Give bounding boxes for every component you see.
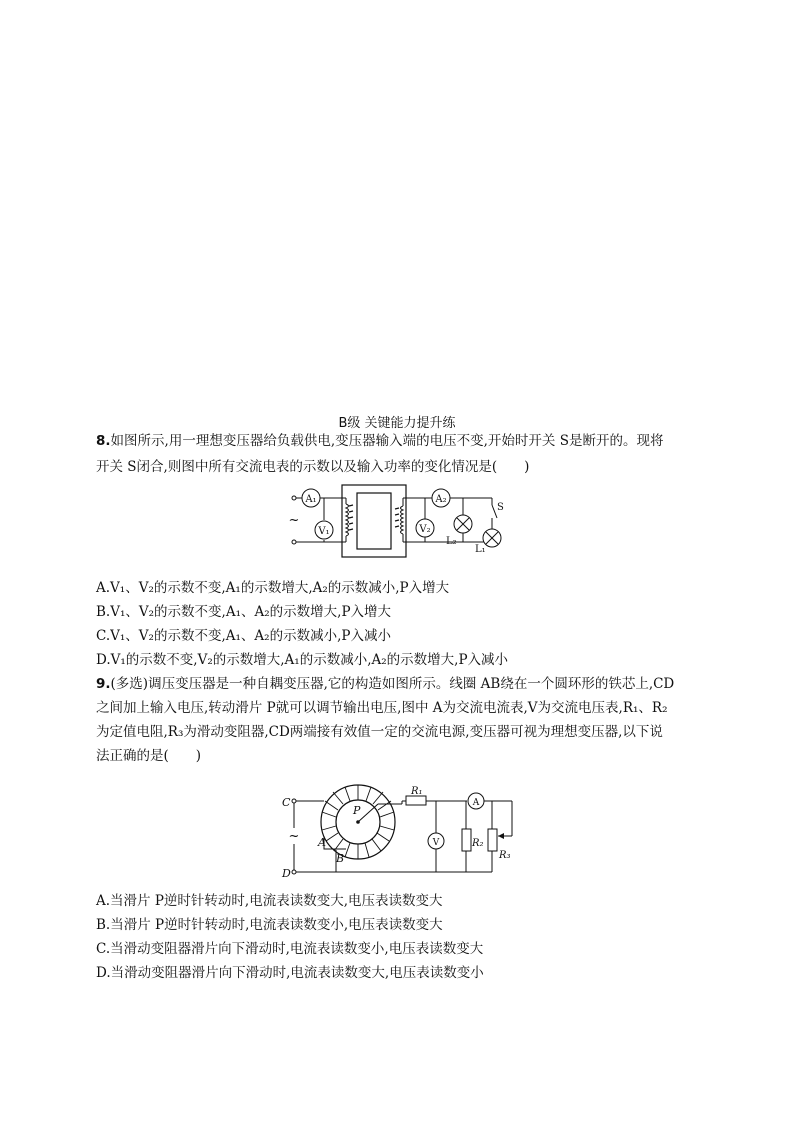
label-d: D (282, 867, 291, 880)
q8-transformer-diagram (285, 483, 515, 559)
q8-line1 (96, 432, 663, 450)
label-p: P (353, 804, 361, 817)
v1-label: V₁ (318, 526, 330, 537)
q9-option-b: B.当滑片 P逆时针转动时,电流表读数变小,电压表读数变大 (96, 917, 443, 933)
resistor-r2 (462, 829, 471, 851)
q9-line2: 之间加上输入电压,转动滑片 P就可以调节输出电压,图中 A为交流电流表,V为交流电压表,R₁、R₂ (96, 700, 668, 716)
q8-option-b: B.V₁、V₂的示数不变,A₁、A₂的示数增大,P入增大 (96, 604, 392, 620)
label-b: B (336, 852, 345, 865)
q8-option-a: A.V₁、V₂的示数不变,A₁的示数增大,A₂的示数减小,P入增大 (96, 580, 450, 596)
q8-option-c: C.V₁、V₂的示数不变,A₁、A₂的示数减小,P入减小 (96, 628, 391, 644)
voltmeter-label: V (432, 838, 440, 848)
q9-line1 (96, 675, 674, 693)
label-a: A (318, 836, 326, 849)
label-r2: R₂ (472, 838, 484, 849)
l2-label: L₂ (446, 536, 457, 547)
label-r3: R₃ (499, 850, 511, 861)
a1-label: A₁ (305, 494, 317, 505)
v2-label: V₂ (419, 524, 431, 535)
q8-text-1: 如图所示,用一理想变压器给负载供电,变压器输入端的电压不变,开始时开关 S是断开的。现将 (110, 433, 664, 449)
q8-source-symbol: ~ (288, 513, 300, 528)
resistor-r1 (406, 796, 426, 805)
label-c: C (282, 796, 291, 809)
section-title: B级 关键能力提升练 (338, 416, 456, 431)
label-r1: R₁ (411, 786, 423, 797)
q9-text-1: (多选)调压变压器是一种自耦变压器,它的构造如图所示。线圈 AB绕在一个圆环形的铁芯上,CD (110, 676, 675, 692)
q9-line4: 法正确的是( ) (96, 748, 202, 764)
q9-number: 9. (96, 676, 111, 692)
ammeter-label: A (472, 798, 480, 808)
q8-number: 8. (96, 433, 111, 449)
q8-line2: 开关 S闭合,则图中所有交流电表的示数以及输入功率的变化情况是( ) (96, 459, 530, 475)
resistor-r3 (488, 829, 497, 851)
q9-option-c: C.当滑动变阻器滑片向下滑动时,电流表读数变小,电压表读数变大 (96, 941, 484, 957)
r3-slider-arrow (498, 833, 504, 839)
q9-source-symbol: ~ (288, 829, 300, 844)
a2-label: A₂ (435, 494, 447, 505)
q9-line3: 为定值电阻,R₃为滑动变阻器,CD两端接有效值一定的交流电源,变压器可视为理想变压器,以下说 (96, 724, 663, 740)
q9-option-a: A.当滑片 P逆时针转动时,电流表读数变大,电压表读数变大 (96, 893, 443, 909)
q8-option-d: D.V₁的示数不变,V₂的示数增大,A₁的示数减小,A₂的示数增大,P入减小 (96, 652, 509, 668)
q9-option-d: D.当滑动变阻器滑片向下滑动时,电流表读数变大,电压表读数变小 (96, 965, 484, 981)
switch-label: S (497, 502, 504, 513)
l1-label: L₁ (475, 544, 486, 555)
q9-autotransformer-diagram (280, 784, 520, 880)
